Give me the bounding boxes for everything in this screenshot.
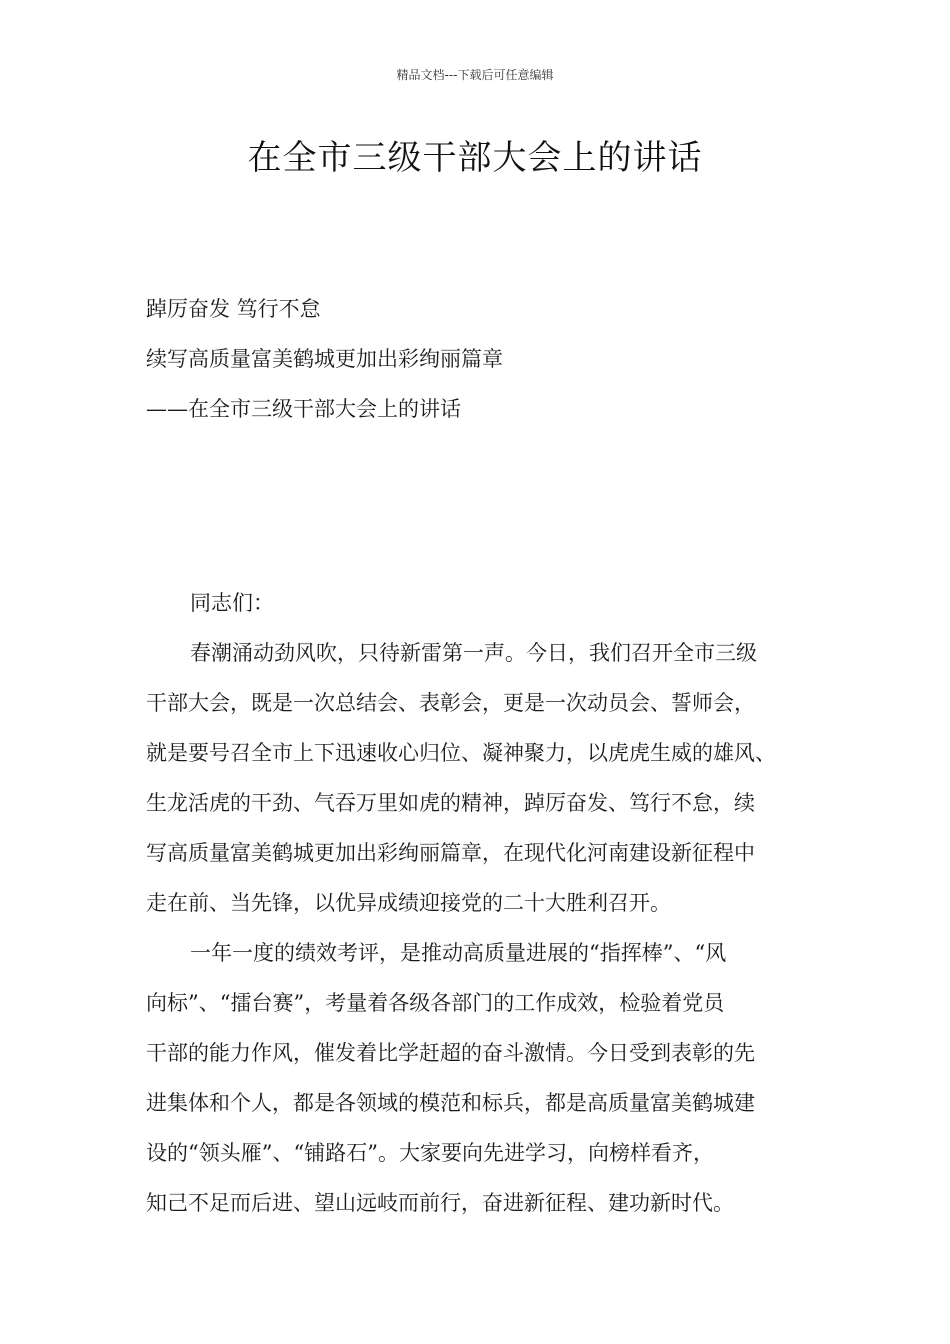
paragraph-line: 就是要号召全市上下迅速收心归位、凝神聚力，以虎虎生威的雄风、 [146, 741, 776, 765]
paragraph-line: 写高质量富美鹤城更加出彩绚丽篇章，在现代化河南建设新征程中 [146, 841, 755, 865]
subtitle-line: ——在全市三级干部大会上的讲话 [146, 397, 461, 421]
subtitle-line: 续写高质量富美鹤城更加出彩绚丽篇章 [146, 347, 503, 371]
paragraph-line: 向标”、“擂台赛”，考量着各级各部门的工作成效，检验着党员 [146, 991, 725, 1015]
paragraph-2 [146, 928, 826, 1228]
paragraph-line: 进集体和个人，都是各领域的模范和标兵，都是高质量富美鹤城建 [146, 1091, 755, 1115]
subtitle-line: 踔厉奋发 笃行不怠 [146, 297, 321, 321]
header-note: 精品文档---下载后可任意编辑 [396, 68, 554, 82]
paragraph-line: 干部大会，既是一次总结会、表彰会，更是一次动员会、誓师会， [146, 691, 755, 715]
paragraph-line: 干部的能力作风，催发着比学赶超的奋斗激情。今日受到表彰的先 [146, 1041, 755, 1065]
salutation: 同志们： [190, 591, 274, 615]
document-title: 在全市三级干部大会上的讲话 [247, 138, 703, 178]
paragraph-line: 走在前、当先锋，以优异成绩迎接党的二十大胜利召开。 [146, 891, 671, 915]
paragraph-line: 一年一度的绩效考评，是推动高质量进展的“指挥棒”、“风 [190, 941, 727, 965]
paragraph-line: 知己不足而后进、望山远岐而前行，奋进新征程、建功新时代。 [146, 1191, 734, 1215]
paragraph-line: 生龙活虎的干劲、气吞万里如虎的精神，踔厉奋发、笃行不怠，续 [146, 791, 755, 815]
paragraph-line: 春潮涌动劲风吹，只待新雷第一声。今日，我们召开全市三级 [190, 641, 757, 665]
body-text [146, 578, 826, 1228]
subtitle-block [146, 284, 503, 434]
paragraph-line: 设的“领头雁”、“铺路石”。大家要向先进学习，向榜样看齐， [146, 1141, 714, 1165]
paragraph-1 [146, 628, 826, 928]
